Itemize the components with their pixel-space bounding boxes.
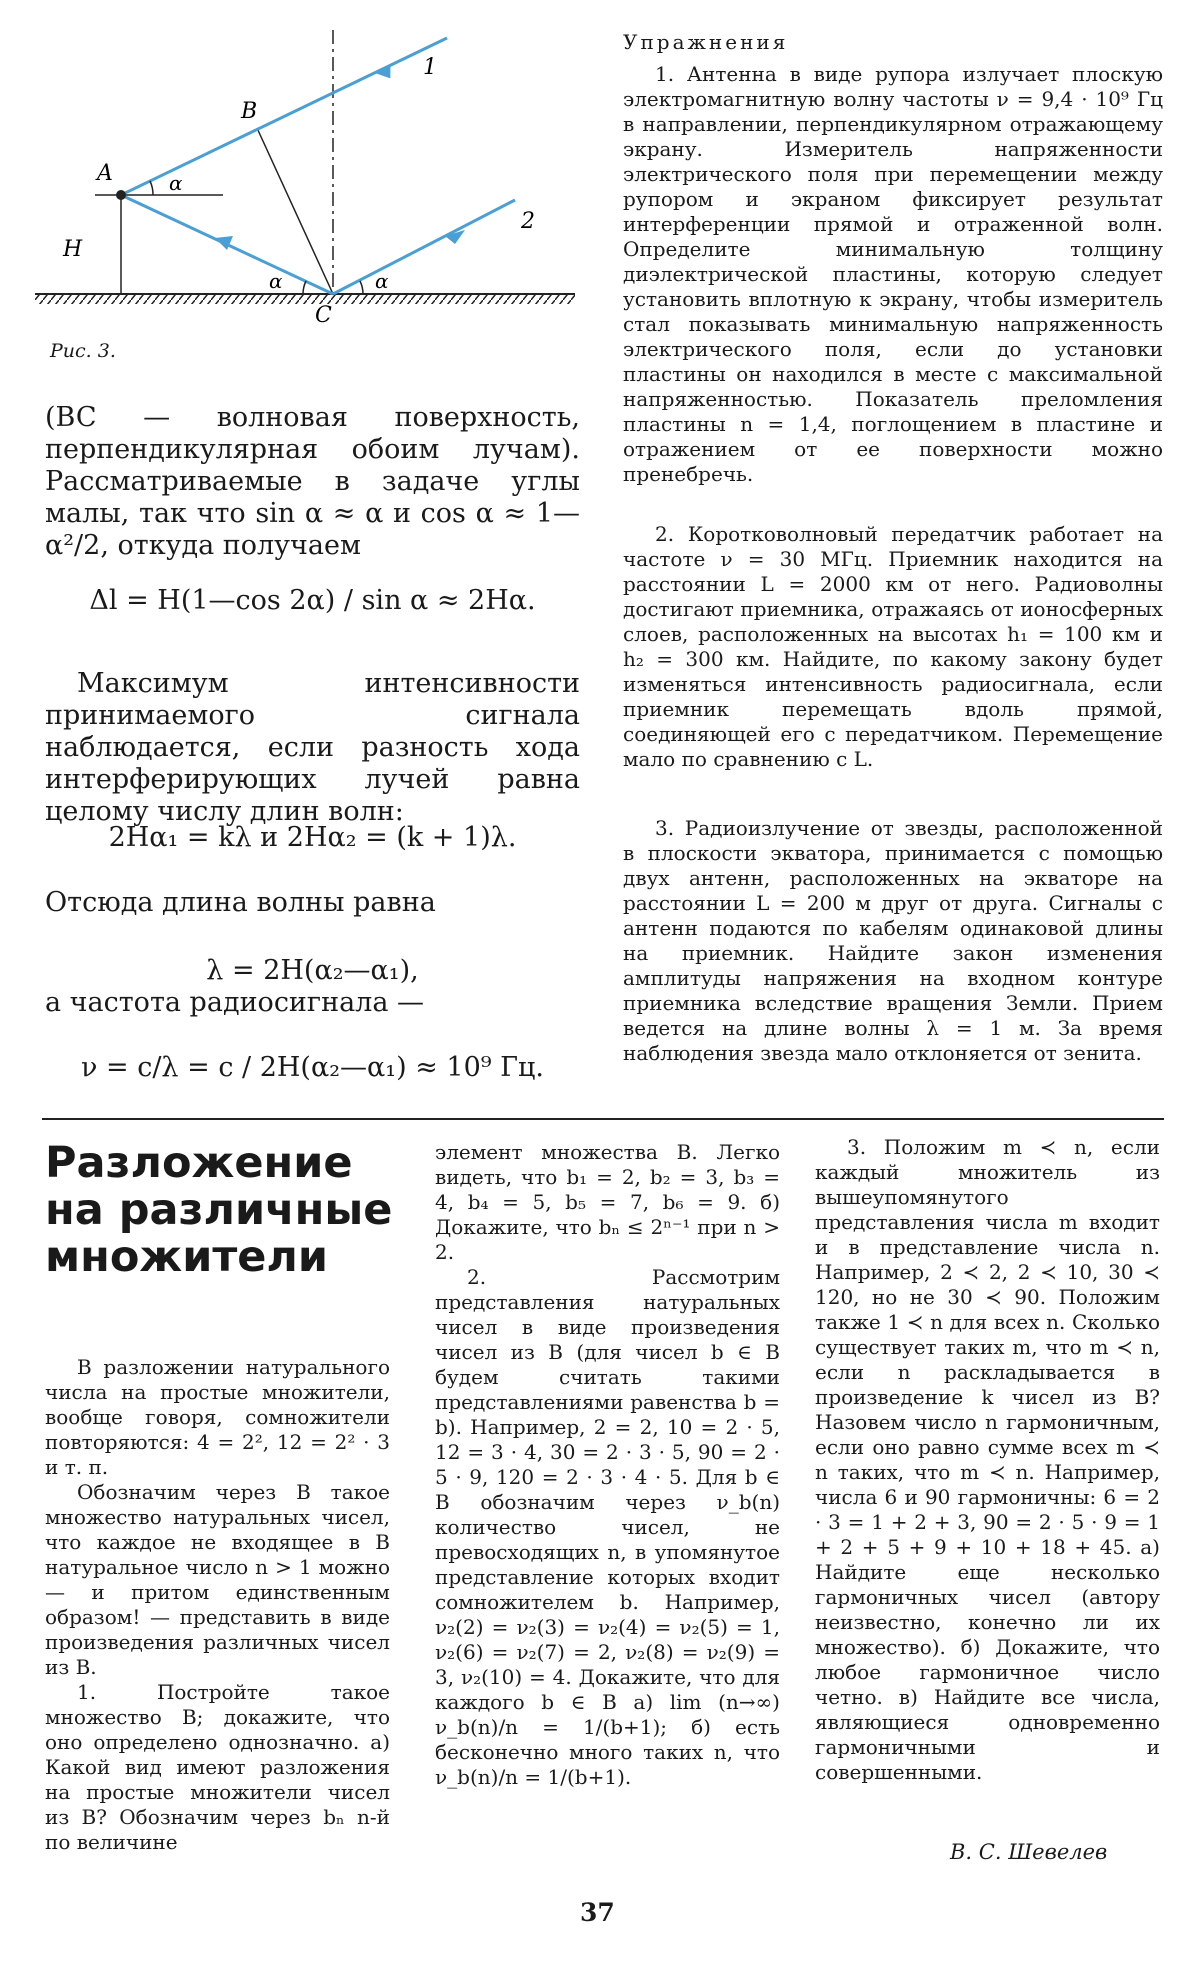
col1-paragraph-3: 1. Постройте такое множество B; докажите, что оно определено однозначно. а) Какой вид имеют разложения на простые множители чисел из B? Обозначим через bₙ n-й по величине — [45, 1680, 390, 1854]
figure-caption: Рис. 3. — [50, 340, 116, 362]
col2-paragraph-2: 2. Рассмотрим представления натуральных чисел в виде произведения чисел из B (для чисел b ∈ B будем считать такими представлениями равенства b = b). Например, 2 = 2, 10 = 2 · 5, 12 = 3 · 4, 30 = 2 · 3 · 5, 90 = 2 · 5 · 9, 120 = 2 · 3 · 4 · 5. Для b ∈ B обозначим через ν_b(n) количество чисел, не превосходящих n, в упомянутое представление которых входит сомножителем b. Например, ν₂(2) = ν₂(3) = ν₂(4) = ν₂(5) = 1, ν₂(6) = ν₂(7) = 2, ν₂(8) = ν₂(9) = 3, ν₂(10) = 4. Докажите, что для каждого b ∈ B а) lim (n→∞) ν_b(n)/n = 1/(b+1); б) есть бесконечно много таких n, что ν_b(n)/n = 1/(b+1). — [435, 1265, 780, 1789]
label-alpha-a: α — [169, 171, 183, 195]
label-b: B — [241, 99, 258, 124]
label-ray2: 2 — [521, 209, 535, 234]
formula-2h-alpha: 2Hα₁ = kλ и 2Hα₂ = (k + 1)λ. — [108, 822, 517, 853]
left-paragraph-2: Максимум интенсивности принимаемого сигнала наблюдается, если разность хода интерферирующих лучей равна целому числу длин волн: — [45, 668, 580, 827]
ray-reflected-arrow — [215, 236, 233, 250]
col1-paragraph-2: Обозначим через B такое множество натуральных чисел, что каждое не входящее в B натуральное число n > 1 можно — и притом единственным образом! — представить в виде произведения различных чисел из B. — [45, 1480, 390, 1679]
ground-hatch — [35, 294, 575, 304]
author-signature: В. С. Шевелев — [950, 1840, 1108, 1864]
label-alpha-c-right: α — [375, 269, 389, 293]
point-a — [116, 190, 126, 200]
angle-arc-c-left — [303, 281, 306, 294]
label-alpha-c-left: α — [269, 269, 283, 293]
label-c: C — [315, 303, 332, 328]
left-paragraph-1: (BC — волновая поверхность, перпендикулярная обоим лучам). Рассматриваемые в задаче углы малы, так что sin α ≈ α и cos α ≈ 1—α²/2, откуда получаем — [45, 402, 580, 561]
left-paragraph-3: Отсюда длина волны равна — [45, 887, 436, 918]
article-column-1 — [45, 1355, 390, 1855]
col1-paragraph-1: В разложении натурального числа на простые множители, вообще говоря, сомножители повторяются: 4 = 2², 12 = 2² · 3 и т. п. — [45, 1355, 390, 1479]
exercise-1: 1. Антенна в виде рупора излучает плоскую электромагнитную волну частоты ν = 9,4 · 10⁹ Гц в направлении, перпендикулярном отражающему экрану. Измеритель напряженности электрического поля при перемещении между рупором и экраном фиксирует результат интерференции прямой и отраженной волн. Определите минимальную толщину диэлектрической пластины, которую следует установить вплотную к экрану, чтобы измеритель стал показывать минимальную напряженность электрического поля, если до установки пластины он находился в месте с максимальной напряженностью. Показатель преломления пластины n = 1,4, поглощением в пластине и отражением от ее поверхности можно пренебречь. — [623, 62, 1163, 486]
page-number: 37 — [580, 1898, 615, 1927]
label-a: A — [97, 161, 113, 186]
angle-arc-c-right — [360, 281, 363, 294]
section-divider — [42, 1118, 1164, 1120]
article-column-3 — [815, 1135, 1160, 1785]
ray-1-arrow — [374, 65, 395, 84]
col2-paragraph-1: элемент множества B. Легко видеть, что b₁ = 2, b₂ = 3, b₃ = 4, b₄ = 5, b₅ = 7, b₆ = 9. б) Докажите, что bₙ ≤ 2ⁿ⁻¹ при n > 2. — [435, 1140, 780, 1264]
ray-2 — [333, 200, 515, 294]
left-text-block — [45, 402, 580, 562]
article-title: Разложение на различные множители — [45, 1138, 393, 1282]
figure-reflection-diagram — [35, 30, 580, 335]
angle-arc-a — [150, 181, 153, 195]
exercises-header: Упражнения — [623, 30, 789, 54]
article-column-2 — [435, 1140, 780, 1790]
reflection-diagram-svg — [35, 30, 580, 335]
formula-nu: ν = c/λ = c / 2H(α₂—α₁) ≈ 10⁹ Гц. — [81, 1052, 544, 1083]
exercise-2: 2. Коротковолновый передатчик работает на частоте ν = 30 МГц. Приемник находится на расстоянии L = 2000 км от него. Радиоволны достигают приемника, отражаясь от ионосферных слоев, расположенных на высотах h₁ = 100 км и h₂ = 300 км. Найдите, по какому закону будет изменяться интенсивность радиосигнала, если приемник перемещать вдоль прямой, соединяющей его с передатчиком. Перемещение мало по сравнению с L. — [623, 522, 1163, 771]
formula-delta-l: Δl = H(1—cos 2α) / sin α ≈ 2Hα. — [89, 585, 536, 616]
left-paragraph-4: а частота радиосигнала — — [45, 987, 425, 1018]
formula-lambda: λ = 2H(α₂—α₁), — [206, 955, 419, 986]
exercise-3: 3. Радиоизлучение от звезды, расположенной в плоскости экватора, принимается с помощью двух антенн, расположенных на экваторе на расстоянии L = 200 м друг от друга. Сигналы с антенн подаются по кабелям одинаковой длины на приемник. Найдите закон изменения амплитуды напряжения на входном контуре приемника вследствие вращения Земли. Прием ведется на длине волны λ = 1 м. За время наблюдения звезда мало отклоняется от зенита. — [623, 816, 1163, 1065]
label-ray1: 1 — [423, 55, 437, 80]
col3-paragraph-1: 3. Положим m ≺ n, если каждый множитель из вышеупомянутого представления числа m входит и в представление числа n. Например, 2 ≺ 2, 2 ≺ 10, 30 ≺ 120, но не 30 ≺ 90. Положим также 1 ≺ n для всех n. Сколько существует таких m, что m ≺ n, если n раскладывается в произведение k чисел из B? Назовем число n гармоничным, если оно равно сумме всех m ≺ n таких, что m ≺ n. Например, числа 6 и 90 гармоничны: 6 = 2 · 3 = 1 + 2 + 3, 90 = 2 · 5 · 9 = 1 + 2 + 5 + 9 + 10 + 18 + 45. а) Найдите еще несколько гармоничных чисел (автору неизвестно, конечно ли их множество). б) Докажите, что любое гармоничное число четно. в) Найдите все числа, являющиеся одновременно гармоничными и совершенными. — [815, 1135, 1160, 1784]
label-h: H — [63, 237, 83, 262]
